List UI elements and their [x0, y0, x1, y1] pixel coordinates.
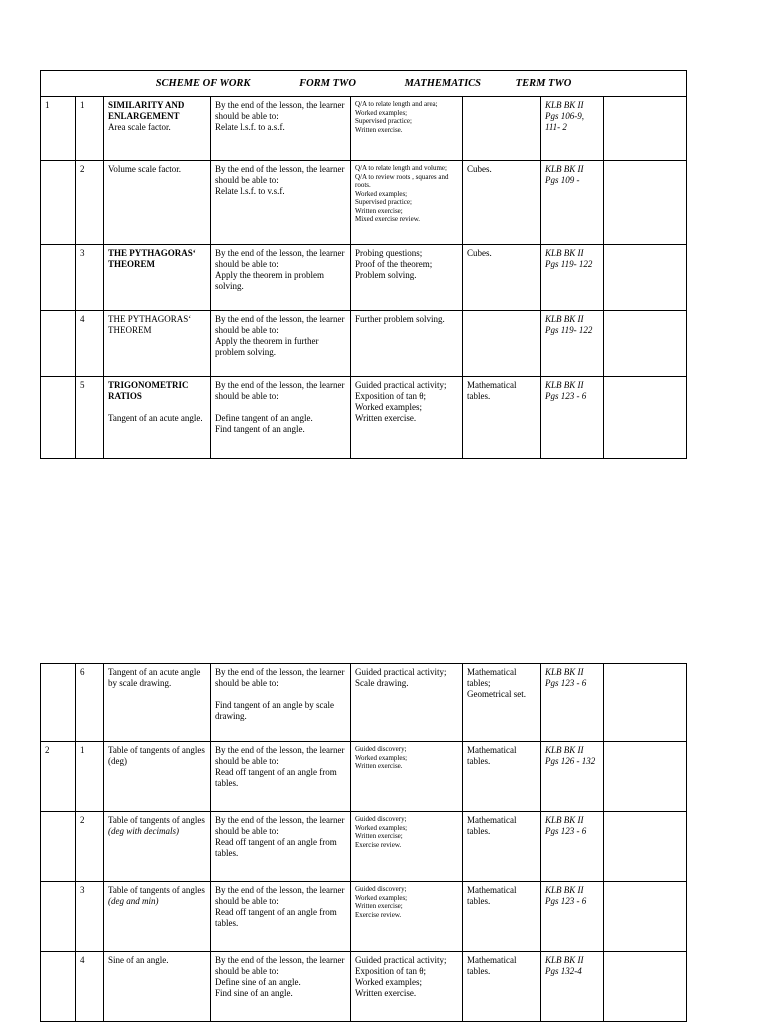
objective-intro: By the end of the lesson, the learner should be able to: — [215, 314, 345, 335]
remarks-cell — [604, 311, 687, 377]
scheme-table-page-2 — [40, 663, 687, 1022]
objective-text: Define tangent of an angle. Find tangent of an angle. — [215, 413, 313, 434]
week-cell — [41, 97, 76, 161]
topic-cell — [104, 245, 211, 311]
activities-cell — [351, 742, 463, 812]
week-number: 1 — [45, 100, 50, 110]
remarks-cell — [604, 742, 687, 812]
week-cell — [41, 377, 76, 459]
lesson-row — [41, 245, 687, 311]
sub-topic: THE PYTHAGORAS‘ THEOREM — [108, 314, 192, 335]
activity-item: Scale drawing. — [355, 678, 409, 688]
remarks-cell — [604, 812, 687, 882]
activities-cell — [351, 245, 463, 311]
topic-cell — [104, 161, 211, 245]
reference-text: KLB BK II Pgs 123 - 6 — [545, 815, 587, 836]
lesson-row — [41, 377, 687, 459]
week-cell — [41, 161, 76, 245]
activity-item: Guided practical activity; — [355, 955, 447, 965]
activities-cell — [351, 664, 463, 742]
resources-cell — [463, 952, 541, 1022]
activity-item: Further problem solving. — [355, 314, 445, 324]
activity-item: Guided discovery; — [355, 815, 407, 823]
activity-item: Problem solving. — [355, 270, 417, 280]
topic-heading: TRIGONOMETRIC RATIOS — [108, 380, 189, 401]
activity-item: Worked examples; — [355, 753, 408, 762]
reference-text: KLB BK II Pgs 123 - 6 — [545, 885, 587, 906]
topic-heading: THE PYTHAGORAS‘ THEOREM — [108, 248, 196, 269]
activity-item: Exercise review. — [355, 910, 402, 919]
activity-item: Written exercise; — [355, 206, 403, 215]
activity-item: Q/A to relate length and volume; — [355, 164, 447, 172]
activity-item: Written exercise. — [355, 988, 417, 998]
objective-intro: By the end of the lesson, the learner should be able to: — [215, 248, 345, 269]
resources-cell — [463, 812, 541, 882]
sub-topic: Tangent of an acute angle. — [108, 413, 203, 423]
lesson-cell — [76, 161, 104, 245]
activity-item: Exposition of tan θ; — [355, 966, 427, 976]
sub-topic: Table of tangents of angles — [108, 815, 205, 825]
sub-topic: Tangent of an acute angle by scale drawing. — [108, 667, 201, 688]
objective-intro: By the end of the lesson, the learner should be able to: — [215, 667, 345, 688]
reference-text: KLB BK II Pgs 126 - 132 — [545, 745, 596, 766]
references-cell — [541, 812, 604, 882]
objective-text: Apply the theorem in problem solving. — [215, 270, 324, 291]
scheme-table-page-1 — [40, 70, 687, 459]
topic-cell — [104, 812, 211, 882]
lesson-row — [41, 161, 687, 245]
topic-cell — [104, 664, 211, 742]
lesson-number: 2 — [80, 164, 85, 174]
reference-text: KLB BK II Pgs 132-4 — [545, 955, 584, 976]
subject-label: MATHEMATICS — [404, 78, 482, 89]
activity-item: Written exercise. — [355, 413, 417, 423]
reference-text: KLB BK II Pgs 123 - 6 — [545, 380, 587, 401]
activity-item: Worked examples; — [355, 108, 408, 117]
activity-item: Written exercise. — [355, 762, 403, 770]
resources-cell — [463, 245, 541, 311]
week-cell — [41, 812, 76, 882]
lesson-cell — [76, 377, 104, 459]
activity-item: Q/A to review roots , squares and roots. — [355, 172, 449, 189]
activity-item: Worked examples; — [355, 977, 423, 987]
reference-text: KLB BK II Pgs 109 - — [545, 164, 584, 185]
objectives-cell — [211, 377, 351, 459]
remarks-cell — [604, 664, 687, 742]
activities-cell — [351, 377, 463, 459]
lesson-cell — [76, 952, 104, 1022]
activity-item: Guided practical activity; — [355, 380, 447, 390]
objectives-cell — [211, 664, 351, 742]
activity-item: Written exercise. — [355, 125, 403, 134]
week-cell — [41, 311, 76, 377]
reference-text: KLB BK II Pgs 123 - 6 — [545, 667, 587, 688]
activity-item: Supervised practice; — [355, 117, 412, 125]
week-cell — [41, 664, 76, 742]
objective-text: Read off tangent of an angle from tables. — [215, 767, 337, 788]
references-cell — [541, 311, 604, 377]
lesson-number: 5 — [80, 380, 85, 390]
activity-item: Guided discovery; — [355, 885, 407, 893]
resources-cell — [463, 742, 541, 812]
resources-cell — [463, 311, 541, 377]
lesson-row — [41, 664, 687, 742]
activities-cell — [351, 161, 463, 245]
activities-cell — [351, 97, 463, 161]
objectives-cell — [211, 882, 351, 952]
activity-item: Written exercise; — [355, 832, 403, 840]
lesson-cell — [76, 97, 104, 161]
lesson-cell — [76, 812, 104, 882]
sub-topic: Area scale factor. — [108, 122, 171, 132]
lesson-number: 3 — [80, 885, 85, 895]
references-cell — [541, 245, 604, 311]
activity-item: Probing questions; — [355, 248, 423, 258]
objective-text: Define sine of an angle. Find sine of an angle. — [215, 977, 301, 998]
activity-item: Proof of the theorem; — [355, 259, 433, 269]
lesson-number: 6 — [80, 667, 85, 677]
resources-text: Mathematical tables. — [467, 745, 517, 766]
objectives-cell — [211, 742, 351, 812]
objective-text: Relate l.s.f. to a.s.f. — [215, 122, 285, 132]
lesson-number: 3 — [80, 248, 85, 258]
remarks-cell — [604, 161, 687, 245]
objective-text: Apply the theorem in further problem solving. — [215, 336, 319, 357]
resources-text: Mathematical tables. — [467, 380, 517, 401]
objectives-cell — [211, 161, 351, 245]
lesson-row — [41, 882, 687, 952]
activity-item: Guided practical activity; — [355, 667, 447, 677]
sub-topic-detail: (deg with decimals) — [108, 826, 179, 836]
resources-text: Mathematical tables; Geometrical set. — [467, 667, 526, 699]
resources-text: Cubes. — [467, 248, 492, 258]
reference-text: KLB BK II Pgs 106-9, 111- 2 — [545, 100, 584, 132]
week-cell — [41, 245, 76, 311]
activities-cell — [351, 952, 463, 1022]
references-cell — [541, 952, 604, 1022]
objective-intro: By the end of the lesson, the learner should be able to: — [215, 815, 345, 836]
references-cell — [541, 882, 604, 952]
lesson-row — [41, 97, 687, 161]
resources-cell — [463, 377, 541, 459]
activities-cell — [351, 812, 463, 882]
remarks-cell — [604, 377, 687, 459]
resources-text: Mathematical tables. — [467, 955, 517, 976]
objective-intro: By the end of the lesson, the learner should be able to: — [215, 164, 345, 185]
activity-item: Guided discovery; — [355, 745, 407, 753]
form-label: FORM TWO — [299, 78, 356, 89]
lesson-row — [41, 952, 687, 1022]
objectives-cell — [211, 97, 351, 161]
resources-text: Cubes. — [467, 164, 492, 174]
objectives-cell — [211, 952, 351, 1022]
topic-cell — [104, 311, 211, 377]
lesson-row — [41, 311, 687, 377]
objective-intro: By the end of the lesson, the learner should be able to: — [215, 745, 345, 766]
lesson-cell — [76, 742, 104, 812]
activity-item: Worked examples; — [355, 893, 408, 902]
objectives-cell — [211, 311, 351, 377]
resources-text: Mathematical tables. — [467, 885, 517, 906]
term-label: TERM TWO — [515, 78, 572, 89]
remarks-cell — [604, 952, 687, 1022]
activities-cell — [351, 882, 463, 952]
sub-topic: Table of tangents of angles (deg) — [108, 745, 205, 766]
references-cell — [541, 97, 604, 161]
activities-cell — [351, 311, 463, 377]
lesson-number: 4 — [80, 955, 85, 965]
objective-text: Read off tangent of an angle from tables. — [215, 837, 337, 858]
activity-item: Exposition of tan θ; — [355, 391, 427, 401]
sub-topic-detail: (deg and min) — [108, 896, 159, 906]
remarks-cell — [604, 245, 687, 311]
resources-cell — [463, 664, 541, 742]
reference-text: KLB BK II Pgs 119- 122 — [545, 314, 593, 335]
remarks-cell — [604, 97, 687, 161]
references-cell — [541, 664, 604, 742]
objective-intro: By the end of the lesson, the learner should be able to: — [215, 380, 345, 401]
scheme-of-work-title: SCHEME OF WORK — [155, 78, 251, 89]
activity-item: Exercise review. — [355, 840, 402, 849]
lesson-row — [41, 742, 687, 812]
objective-intro: By the end of the lesson, the learner should be able to: — [215, 100, 345, 121]
topic-cell — [104, 97, 211, 161]
topic-cell — [104, 952, 211, 1022]
lesson-cell — [76, 245, 104, 311]
lesson-cell — [76, 664, 104, 742]
references-cell — [541, 161, 604, 245]
activity-item: Q/A to relate length and area; — [355, 100, 438, 108]
lesson-cell — [76, 882, 104, 952]
week-cell — [41, 882, 76, 952]
objective-intro: By the end of the lesson, the learner should be able to: — [215, 885, 345, 906]
activity-item: Worked examples; — [355, 402, 423, 412]
activity-item: Mixed exercise review. — [355, 215, 421, 223]
week-cell — [41, 742, 76, 812]
sub-topic: Table of tangents of angles — [108, 885, 205, 895]
activity-item: Worked examples; — [355, 189, 408, 198]
objectives-cell — [211, 245, 351, 311]
scheme-header-row — [41, 71, 687, 97]
resources-cell — [463, 161, 541, 245]
week-cell — [41, 952, 76, 1022]
lesson-number: 4 — [80, 314, 85, 324]
topic-heading: SIMILARITY AND ENLARGEMENT — [108, 100, 185, 121]
objective-text: Find tangent of an angle by scale drawing. — [215, 700, 334, 721]
references-cell — [541, 377, 604, 459]
topic-cell — [104, 742, 211, 812]
references-cell — [541, 742, 604, 812]
lesson-cell — [76, 311, 104, 377]
activity-item: Written exercise; — [355, 902, 403, 910]
topic-cell — [104, 882, 211, 952]
sub-topic: Sine of an angle. — [108, 955, 169, 965]
lesson-number: 1 — [80, 745, 85, 755]
resources-cell — [463, 97, 541, 161]
resources-cell — [463, 882, 541, 952]
topic-cell — [104, 377, 211, 459]
objectives-cell — [211, 812, 351, 882]
resources-text: Mathematical tables. — [467, 815, 517, 836]
objective-text: Relate l.s.f. to v.s.f. — [215, 186, 285, 196]
sub-topic: Volume scale factor. — [108, 164, 182, 174]
activity-item: Supervised practice; — [355, 198, 412, 206]
reference-text: KLB BK II Pgs 119- 122 — [545, 248, 593, 269]
objective-text: Read off tangent of an angle from tables. — [215, 907, 337, 928]
week-number: 2 — [45, 745, 50, 755]
lesson-row — [41, 812, 687, 882]
lesson-number: 2 — [80, 815, 85, 825]
lesson-number: 1 — [80, 100, 85, 110]
objective-intro: By the end of the lesson, the learner should be able to: — [215, 955, 345, 976]
remarks-cell — [604, 882, 687, 952]
activity-item: Worked examples; — [355, 823, 408, 832]
